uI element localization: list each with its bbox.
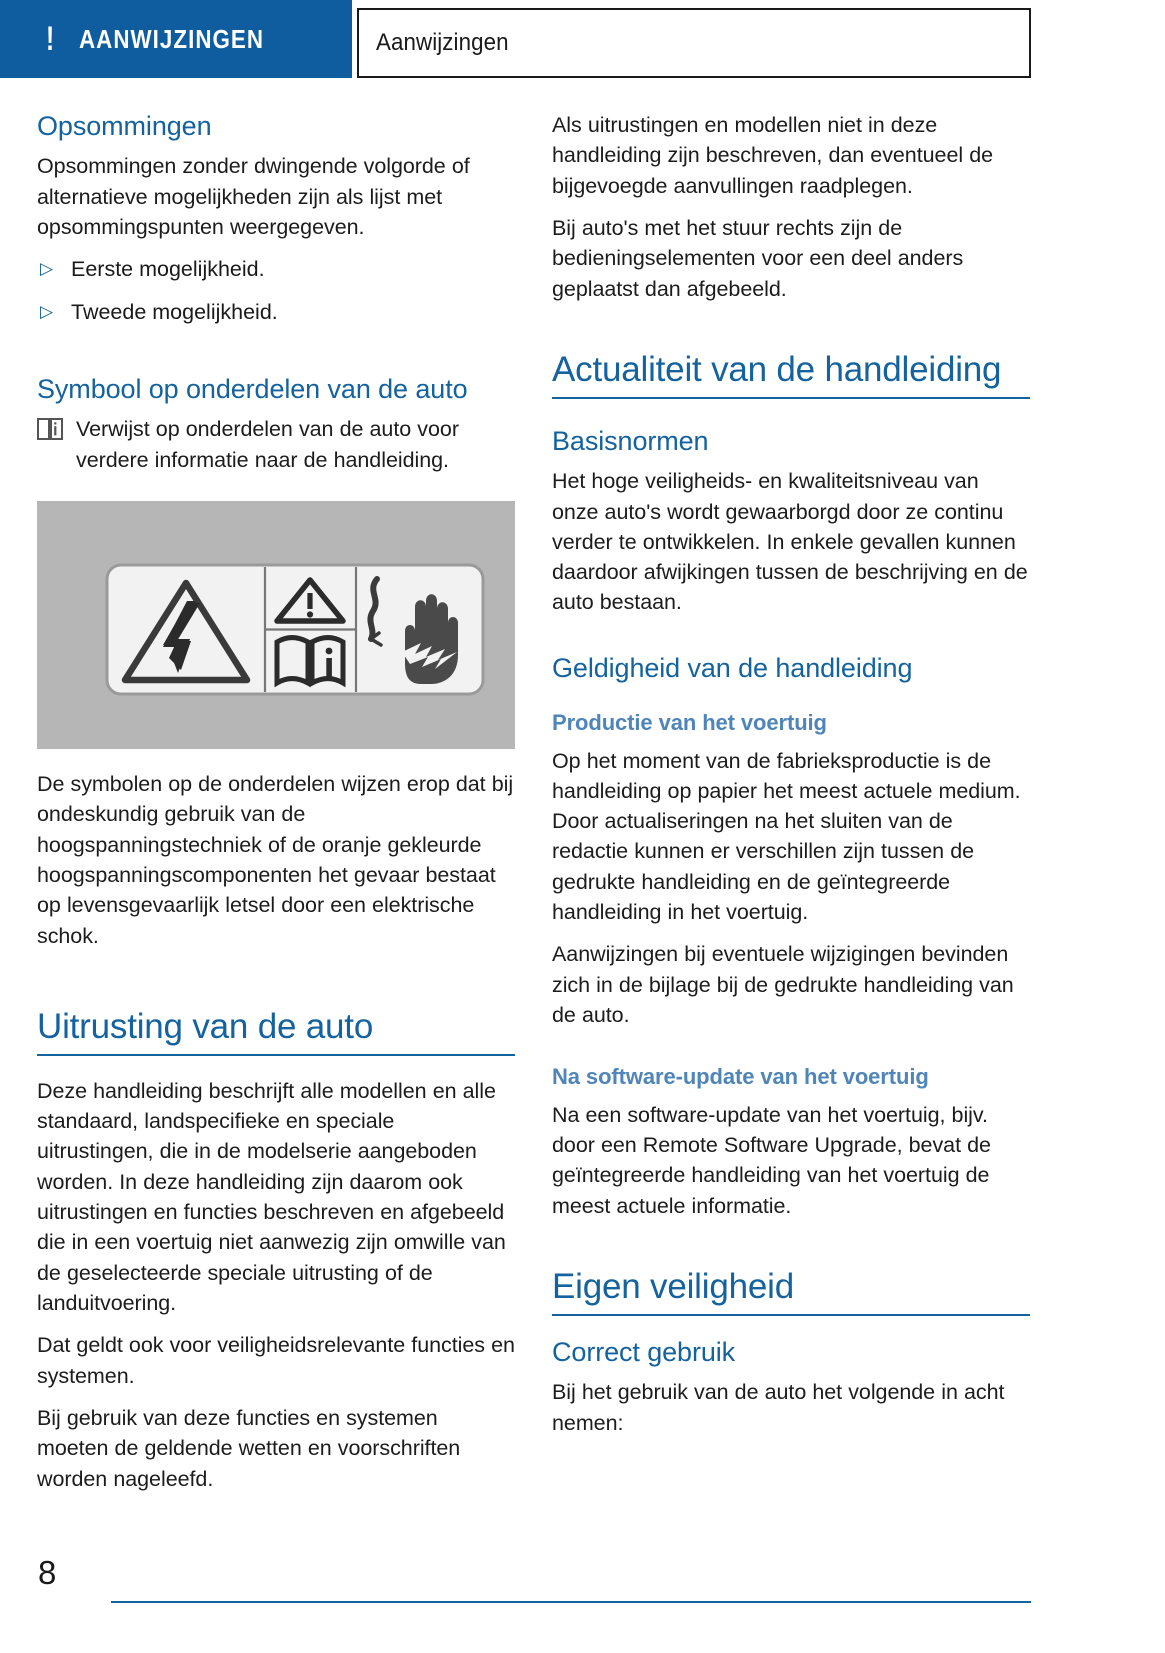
heading-eigen-veiligheid: Eigen veiligheid xyxy=(552,1267,1030,1316)
footer-rule xyxy=(111,1601,1031,1603)
header-title: Aanwijzingen xyxy=(376,29,509,56)
heading-basisnormen: Basisnormen xyxy=(552,425,709,456)
page-header xyxy=(0,0,1165,78)
paragraph-intro-1: Als uitrustingen en modellen niet in deze handleiding zijn beschreven, dan eventueel de bijgevoegde aanvullingen raadplegen. xyxy=(552,113,994,198)
page-footer xyxy=(0,1556,1165,1616)
paragraph-na-software-update: Na een software-update van het voertuig, bijv. door een Remote Software Upgrade, bevat de geïntegreerde handleiding van het voertuig de meest actuele informatie. xyxy=(552,1102,991,1218)
paragraph-correct-gebruik: Bij het gebruik van de auto het volgende in acht nemen: xyxy=(552,1380,1005,1435)
left-column xyxy=(37,110,515,1494)
heading-geldigheid-van-de-handleiding: Geldigheid van de handleiding xyxy=(552,652,913,683)
heading-uitrusting-van-de-auto: Uitrusting van de auto xyxy=(37,1007,515,1056)
open-book-info-icon xyxy=(37,418,64,445)
manual-reference-line xyxy=(37,414,515,475)
figure-high-voltage-warning-label xyxy=(37,501,515,749)
paragraph-intro-2: Bij auto's met het stuur rechts zijn de bedieningselementen voor een deel anders geplaatst dan afgebeeld. xyxy=(552,215,964,301)
header-title-box xyxy=(357,8,1031,78)
high-voltage-warning-label xyxy=(105,563,485,696)
paragraph-opsommingen: Opsommingen zonder dwingende volgorde of alternatieve mogelijkheden zijn als lijst met opsommingspunten weergegeven. xyxy=(37,154,470,240)
bullet-list-opsommingen xyxy=(37,254,515,327)
paragraph-productie-1: Op het moment van de fabrieksproductie is de handleiding op papier het meest actuele medium. Door actualiseringen na het sluiten van de redactie kunnen er verschillen zijn tussen de gedrukte handleiding en de geïntegreerde handleiding in het voertuig. xyxy=(552,748,1021,925)
heading-symbool-op-onderdelen: Symbool op onderdelen van de auto xyxy=(37,373,468,404)
paragraph-uitrusting-1: Deze handleiding beschrijft alle modellen en alle standaard, landspecifieke en speciale uitrustingen, die in de modelserie aangeboden worden. In deze handleiding zijn daarom ook uitrustingen en functies beschreven en afgebeeld die in een voertuig niet aanwezig zijn omwille van de geselecteerde speciale uitrusting of de landuitvoering. xyxy=(37,1078,506,1315)
triangle-right-icon: ▷ xyxy=(40,259,54,279)
heading-correct-gebruik: Correct gebruik xyxy=(552,1336,736,1367)
list-item-label: Tweede mogelijkheid. xyxy=(71,299,278,324)
list-item-label: Eerste mogelijkheid. xyxy=(71,257,265,282)
heading-opsommingen: Opsommingen xyxy=(37,111,212,141)
paragraph-basisnormen: Het hoge veiligheids- en kwaliteitsniveau van onze auto's wordt gewaarborgd door ze continu verder te ontwikkelen. In enkele gevallen kunnen daardoor afwijkingen tussen de beschrijving en de auto bestaan. xyxy=(552,469,1028,615)
list-item xyxy=(37,254,515,284)
heading-productie-van-het-voertuig: Productie van het voertuig xyxy=(552,710,827,736)
list-item xyxy=(37,297,515,327)
right-column xyxy=(552,110,1030,1438)
header-chapter-tab-label: AANWIJZINGEN xyxy=(79,23,265,54)
paragraph-productie-2: Aanwijzingen bij eventuele wijzigingen bevinden zich in de bijlage bij de gedrukte handleiding van de auto. xyxy=(552,942,1014,1028)
heading-actualiteit-van-de-handleiding: Actualiteit van de handleiding xyxy=(552,350,1030,399)
heading-na-software-update: Na software-update van het voertuig xyxy=(552,1064,929,1090)
open-book-info-icon xyxy=(277,637,343,683)
figure-caption: De symbolen op de onderdelen wijzen erop dat bij ondeskundig gebruik van de hoogspanningstechniek of de oranje gekleurde hoogspanningscomponenten het gevaar bestaat op levensgevaarlijk letsel door een elektrische schok. xyxy=(37,771,514,948)
paragraph-uitrusting-2: Dat geldt ook voor veiligheidsrelevante functies en systemen. xyxy=(37,1333,515,1388)
exclamation-icon: ! xyxy=(46,20,55,58)
triangle-right-icon: ▷ xyxy=(40,301,54,321)
manual-reference-text: Verwijst op onderdelen van de auto voor verdere informatie naar de handleiding. xyxy=(76,417,459,472)
page-number: 8 xyxy=(38,1554,57,1591)
paragraph-uitrusting-3: Bij gebruik van deze functies en systemen moeten de geldende wetten en voorschriften worden nageleefd. xyxy=(37,1405,461,1491)
header-chapter-tab xyxy=(0,0,352,78)
